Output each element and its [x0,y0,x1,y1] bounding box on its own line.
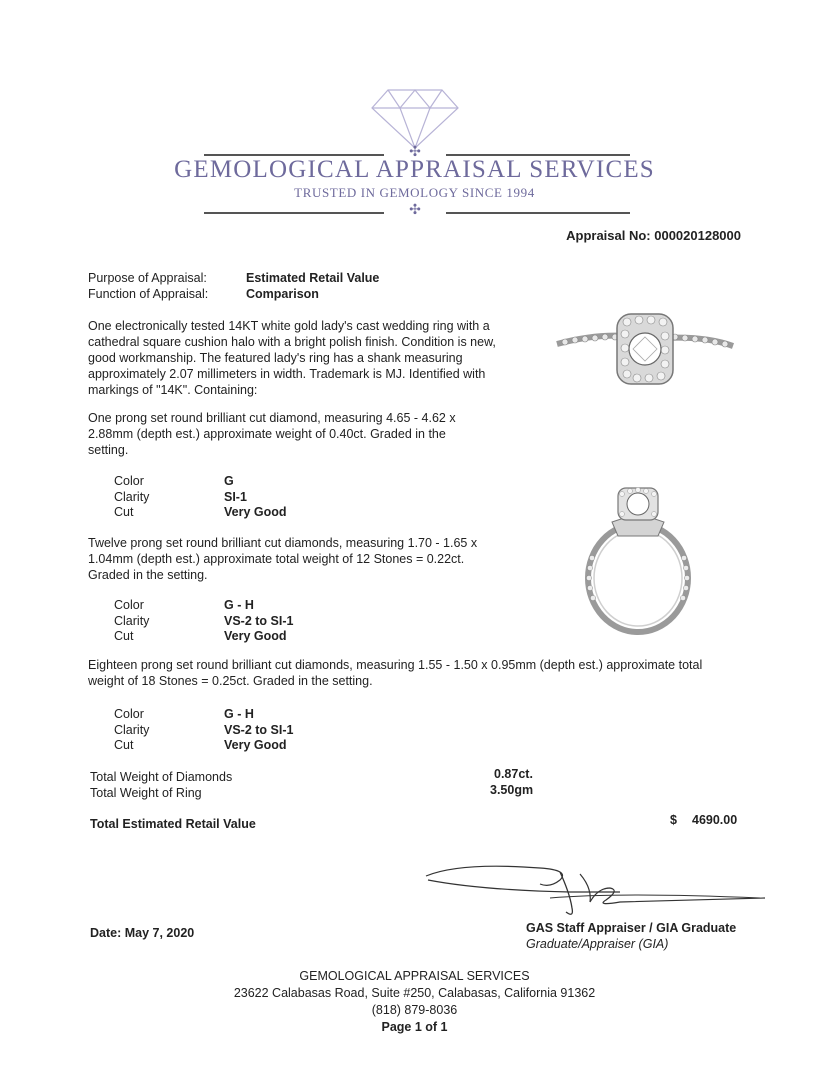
purpose-value: Estimated Retail Value [246,271,380,285]
footer-address: 23622 Calabasas Road, Suite #250, Calabasas, California 91362 [233,986,596,1000]
footer-phone: (818) 879-8036 [371,1003,458,1017]
diamond-icon [370,88,460,150]
footer-company: GEMOLOGICAL APPRAISAL SERVICES [299,969,530,983]
stone1-cut-label: Cut [114,505,134,519]
retail-currency: $ [670,813,677,827]
stone2-clarity-label: Clarity [114,614,150,628]
header-rule-bottom [204,212,384,214]
stone1-color-label: Color [114,474,144,488]
stone1-color-value: G [224,474,234,488]
company-name: GEMOLOGICAL APPRAISAL SERVICES [174,156,655,183]
stone3-clarity-value: VS-2 to SI-1 [224,723,294,737]
stone3-cut-label: Cut [114,738,134,752]
flourish-top-icon: ✣ [409,144,421,160]
stone1-clarity-value: SI-1 [224,490,247,504]
header-rule-bottom-right [446,212,630,214]
retail-value: 4690.00 [692,813,738,827]
stone3-color-value: G - H [224,707,254,721]
item-description: One electronically tested 14KT white gold lady's cast wedding ring with a cathedral square cushion halo with a bright polish finish. Condition is new, good workmanship. The featured lady's ring has a shank measuring approximately 2.07 millimeters in width. Trademark is MJ. Identified with markings of "14K". Containing: [88,319,496,397]
stone1-clarity-label: Clarity [114,490,150,504]
ring-photo-side [572,478,702,638]
total-ring-value: 3.50gm [490,783,534,797]
shank-stones-description: Eighteen prong set round brilliant cut diamonds, measuring 1.55 - 1.50 x 0.95mm (depth est.) approximate total weight of 18 Stones = 0.25ct. Graded in the setting. [88,658,703,688]
flourish-bottom-icon: ✣ [409,202,421,218]
purpose-label: Purpose of Appraisal: [88,271,207,285]
appraiser-subtitle: Graduate/Appraiser (GIA) [526,937,669,951]
stone1-cut-value: Very Good [224,505,287,519]
page-number: Page 1 of 1 [381,1020,448,1034]
company-tagline: TRUSTED IN GEMOLOGY SINCE 1994 [294,185,535,200]
total-diamonds-label: Total Weight of Diamonds [90,770,233,784]
stone2-color-value: G - H [224,598,254,612]
report-date: Date: May 7, 2020 [90,926,195,940]
appraiser-title: GAS Staff Appraiser / GIA Graduate [526,921,737,935]
stone3-cut-value: Very Good [224,738,287,752]
total-diamonds-value: 0.87ct. [494,767,533,781]
stone2-cut-label: Cut [114,629,134,643]
stone2-color-label: Color [114,598,144,612]
center-stone-description: One prong set round brilliant cut diamond, measuring 4.65 - 4.62 x 2.88mm (depth est.) approximate weight of 0.40ct. Graded in the setting. [88,411,456,457]
appraisal-number: Appraisal No: 000020128000 [566,228,741,243]
ring-photo-top [555,306,735,401]
stone3-color-label: Color [114,707,144,721]
total-ring-label: Total Weight of Ring [90,786,202,800]
halo-stones-description: Twelve prong set round brilliant cut diamonds, measuring 1.70 - 1.65 x 1.04mm (depth est.) approximate total weight of 12 Stones = 0.22ct. Graded in the setting. [88,536,478,582]
stone3-clarity-label: Clarity [114,723,150,737]
function-value: Comparison [246,287,319,301]
total-retail-label: Total Estimated Retail Value [90,817,256,831]
stone2-cut-value: Very Good [224,629,287,643]
function-label: Function of Appraisal: [88,287,209,301]
stone2-clarity-value: VS-2 to SI-1 [224,614,294,628]
appraiser-signature [420,858,770,922]
